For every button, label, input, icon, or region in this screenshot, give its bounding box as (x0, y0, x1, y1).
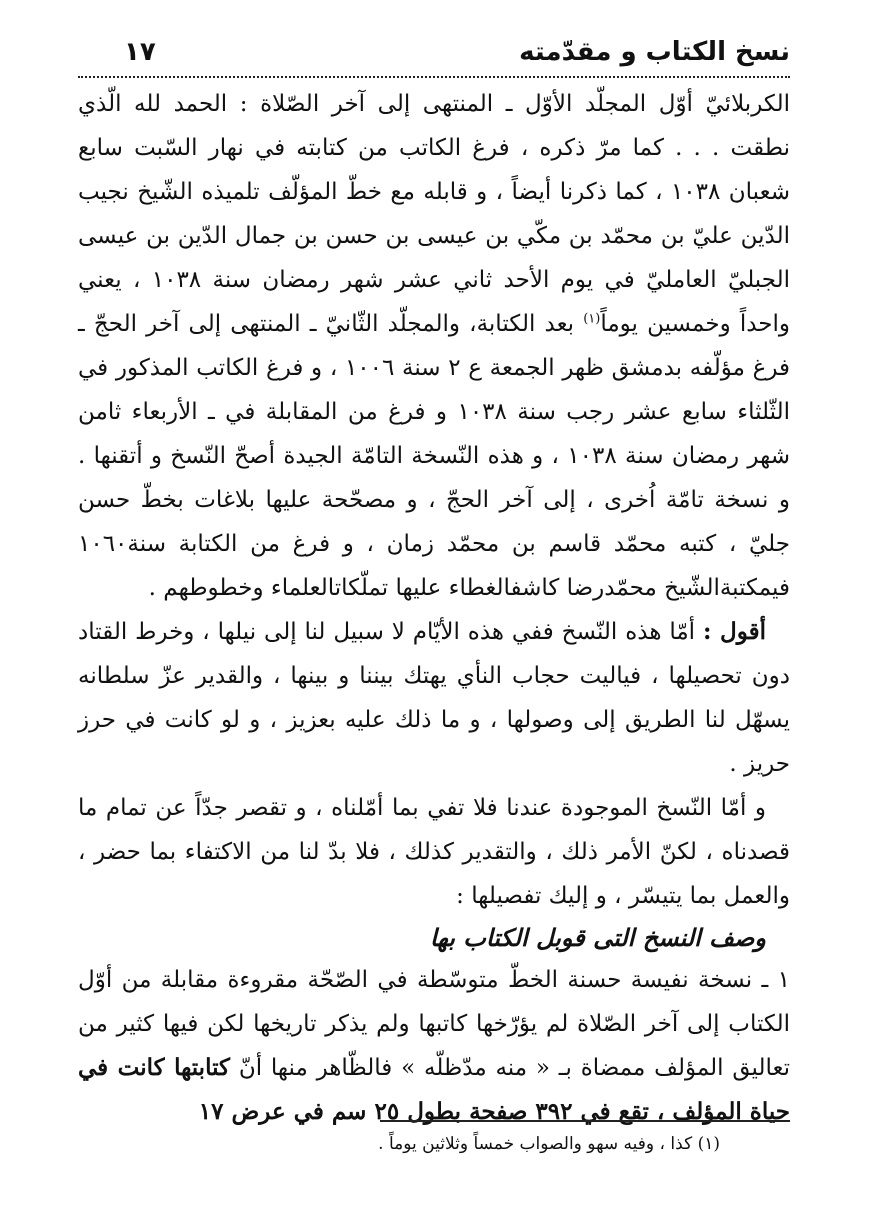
page-header (78, 28, 790, 76)
item-1-last-line: كتابتها كانت في حياة المؤلف ، تقع في ٣٩٢ صفحة بطول ٢٥ سم في عرض ١٧ (78, 1054, 790, 1125)
page-body (78, 82, 790, 1134)
paragraph-aqulu (78, 610, 790, 786)
header-dotted-rule (78, 76, 790, 78)
paragraph-text-part-1: الكربلائيّ أوّل المجلّد الأوّل ـ المنتهى إلى آخر الصّلاة : الحمد لله الّذي نطقت . . . كما مرّ ذكره ، فرغ الكاتب من كتابته في نهار السّبت سابع شعبان ١٠٣٨ ، كما ذكرنا أيضاً ، و قابله مع خطّ المؤلّف تلميذه الشّيخ نجيب الدّين عليّ بن محمّد بن مكّي بن عيسى بن حسن بن جمال الدّين بن عيسى الجبليّ العامليّ في يوم الأحد ثاني عشر شهر رمضان سنة ١٠٣٨ ، يعني واحداً وخمسين يوماً (78, 91, 790, 337)
footnote-marker: (١) (583, 311, 601, 327)
lead-word: أقول : (702, 618, 766, 645)
paragraph-item-1 (78, 958, 790, 1134)
paragraph-text-part-2: بعد الكتابة، والمجلّد الثّانيّ ـ المنتهى إلى آخر الحجّ ـ فرغ مؤلّفه بدمشق ظهر الجمعة ع ٢ سنة ١٠٠٦ ، و فرغ الكاتب المذكور في الثّلثاء سابع عشر رجب سنة ١٠٣٨ و فرغ من المقابلة في ـ الأربعاء ثامن شهر رمضان سنة ١٠٣٨ ، و هذه النّسخة التامّة الجيدة أصحّ النّسخ و أتقنها . و نسخة تامّة اُخرى ، إلى آخر الحجّ ، و مصحّحة عليها بلاغات بخطّ حسن جليّ ، كتبه محمّد قاسم بن محمّد زمان ، و فرغ من الكتابة سنة١٠٦٠ فيمكتبةالشّيخ محمّدرضا كاشفالغطاء عليها تملّكاتالعلماء وخطوطهم . (78, 311, 791, 601)
paragraph-text: و أمّا النّسخ الموجودة عندنا فلا تفي بما أمّلناه ، و تقصر جدّاً عن تمام ما قصدناه ، لكنّ الأمر ذلك ، والتقدير كذلك ، فلا بدّ لنا من الاكتفاء بما حضر ، والعمل بما يتيسّر ، و إليك تفصيلها : (78, 795, 790, 909)
footnote-rule (380, 1120, 790, 1122)
paragraph-text: أمّا هذه النّسخ ففي هذه الأيّام لا سبيل لنا إلى نيلها ، وخرط القتاد دون تحصيلها ، فياليت حجاب النأي يهتك بيننا و بينها ، والقدير عزّ سلطانه يسهّل لنا الطريق إلى وصولها ، و ما ذلك عليه بعزيز ، و لو كانت في حرز حريز . (78, 619, 790, 777)
book-page (78, 28, 791, 1154)
paragraph-available-copies (78, 786, 790, 918)
running-title: نسخ الكتاب و مقدّمته (519, 37, 790, 67)
paragraph-manuscripts (78, 82, 790, 610)
page-number: ١٧ (124, 37, 156, 67)
footnote: (١) كذا ، وفيه سهو والصواب خمساً وثلاثين يوماً . (378, 1134, 720, 1154)
section-heading: وصف النسخ التى قوبل الكتاب بها (429, 924, 766, 952)
item-1-text: ١ ـ نسخة نفيسة حسنة الخطّ متوسّطة في الصّحّة مقروءة مقابلة من أوّل الكتاب إلى آخر الصّلاة لم يؤرّخها كاتبها ولم يذكر تاريخها لكن فيها كثير من تعاليق المؤلف ممضاة بـ « منه مدّظلّه » فالظّاهر منها أنّ (78, 967, 790, 1081)
